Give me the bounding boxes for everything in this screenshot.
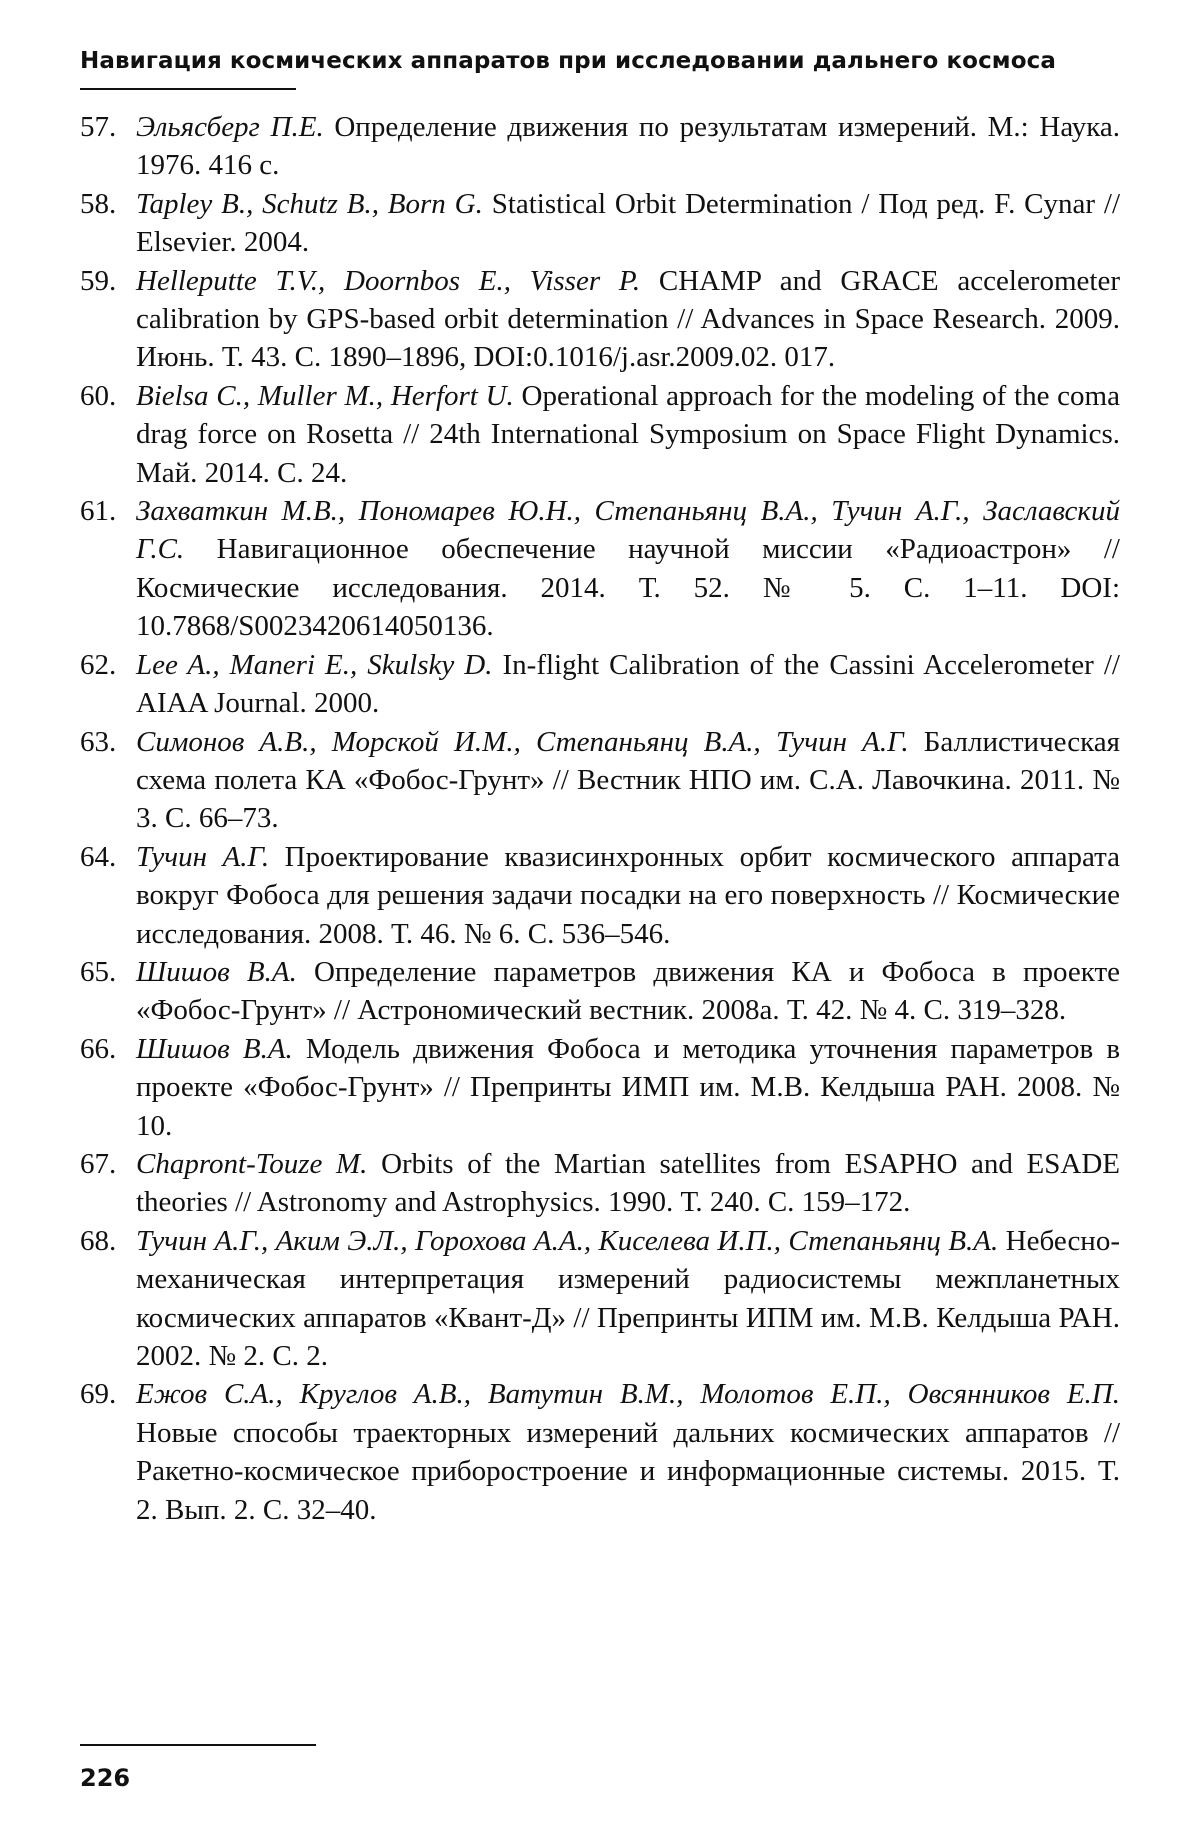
- reference-authors: Тучин А.Г., Аким Э.Л., Горохова А.А., Киселева И.П., Степаньянц В.А.: [136, 1224, 999, 1257]
- reference-number: 59.: [80, 264, 117, 297]
- reference-text: Новые способы траекторных измерений дальних космических аппаратов // Ракетно-космическое приборостроение и информационные системы. 2015. Т. 2. Вып. 2. С. 32–40.: [136, 1416, 1120, 1526]
- reference-item: [80, 185, 1120, 262]
- reference-authors: Chapront-Touze M.: [136, 1147, 368, 1180]
- running-head: Навигация космических аппаратов при исследовании дальнего космоса: [80, 48, 1056, 74]
- reference-text: Небесно-механическая интерпретация измерений радиосистемы межпланетных космических аппаратов «Квант-Д» // Препринты ИПМ им. М.В. Келдыша РАН. 2002. № 2. С. 2.: [136, 1224, 1120, 1372]
- reference-authors: Тучин А.Г.: [136, 840, 270, 873]
- reference-authors: Ежов С.А., Круглов А.В., Ватутин В.М., Молотов Е.П., Овсянников Е.П.: [136, 1378, 1120, 1411]
- reference-item: [80, 723, 1120, 838]
- reference-text: Определение движения по результатам измерений. М.: Наука. 1976. 416 с.: [136, 111, 1121, 182]
- reference-item: [80, 262, 1120, 377]
- reference-authors: Шишов В.А.: [136, 1032, 293, 1065]
- reference-item: [80, 1030, 1120, 1145]
- reference-number: 60.: [80, 379, 117, 412]
- reference-text: Модель движения Фобоса и методика уточнения параметров в проекте «Фобос-Грунт» // Препринты ИМП им. М.В. Келдыша РАН. 2008. № 10.: [136, 1032, 1121, 1142]
- reference-number: 65.: [80, 955, 117, 988]
- reference-item: [80, 1222, 1120, 1376]
- reference-number: 58.: [80, 187, 117, 220]
- reference-list: [80, 108, 1120, 1529]
- reference-authors: Tapley B., Schutz B., Born G.: [136, 187, 483, 220]
- reference-text: Operational approach for the modeling of the coma drag force on Rosetta // 24th International Symposium on Space Flight Dynamics. Май. 2014. С. 24.: [136, 379, 1120, 489]
- reference-text: Orbits of the Martian satellites from ESAPHO and ESADE theories // Astronomy and Astrophysics. 1990. Т. 240. С. 159–172.: [136, 1147, 1120, 1219]
- reference-number: 67.: [80, 1147, 117, 1180]
- reference-number: 64.: [80, 840, 117, 873]
- reference-number: 68.: [80, 1224, 117, 1257]
- reference-number: 62.: [80, 648, 117, 681]
- header-rule: [80, 88, 296, 90]
- reference-item: [80, 108, 1120, 185]
- reference-item: [80, 953, 1120, 1030]
- footer-rule: [80, 1744, 316, 1746]
- reference-authors: Шишов В.А.: [136, 955, 297, 988]
- reference-item: [80, 646, 1120, 723]
- reference-number: 69.: [80, 1378, 117, 1411]
- reference-authors: Симонов А.В., Морской И.М., Степаньянц В.А., Тучин А.Г.: [136, 725, 909, 758]
- reference-number: 61.: [80, 495, 117, 528]
- reference-authors: Bielsa C., Muller M., Herfort U.: [136, 379, 514, 412]
- reference-item: [80, 1375, 1120, 1529]
- reference-number: 63.: [80, 725, 117, 758]
- reference-text: In-flight Calibration of the Cassini Accelerometer // AIAA Journal. 2000.: [136, 648, 1120, 720]
- reference-item: [80, 492, 1120, 646]
- reference-text: Навигационное обеспечение научной миссии «Радиоастрон» // Космические исследования. 2014. Т. 52. № 5. С. 1–11. DOI: 10.7868/S0023420614050136.: [136, 533, 1120, 643]
- reference-item: [80, 838, 1120, 953]
- reference-text: Statistical Orbit Determination / Под ред. F. Cynar // Elsevier. 2004.: [136, 187, 1120, 259]
- reference-text: Баллистическая схема полета КА «Фобос-Грунт» // Вестник НПО им. С.А. Лавочкина. 2011. № 3. С. 66–73.: [136, 725, 1120, 835]
- reference-item: [80, 377, 1120, 492]
- reference-text: CHAMP and GRACE accelerometer calibration by GPS-based orbit determination // Advances in Space Research. 2009. Июнь. Т. 43. С. 1890–1896, DOI:0.1016/j.asr.2009.02. 017.: [136, 264, 1120, 374]
- reference-number: 66.: [80, 1032, 117, 1065]
- reference-text: Определение параметров движения КА и Фобоса в проекте «Фобос-Грунт» // Астрономический вестник. 2008а. Т. 42. № 4. С. 319–328.: [136, 955, 1121, 1027]
- reference-authors: Захваткин М.В., Пономарев Ю.Н., Степаньянц В.А., Тучин А.Г., Заславский Г.С.: [136, 495, 1120, 566]
- reference-text: Проектирование квазисинхронных орбит космического аппарата вокруг Фобоса для решения задачи посадки на его поверхность // Космические исследования. 2008. Т. 46. № 6. С. 536–546.: [136, 840, 1120, 950]
- reference-item: [80, 1145, 1120, 1222]
- reference-authors: Helleputte T.V., Doornbos E., Visser P.: [136, 264, 641, 297]
- reference-number: 57.: [80, 111, 117, 143]
- page-number: 226: [80, 1764, 131, 1792]
- reference-authors: Lee A., Maneri E., Skulsky D.: [136, 648, 493, 681]
- reference-authors: Эльясберг П.Е.: [136, 111, 324, 143]
